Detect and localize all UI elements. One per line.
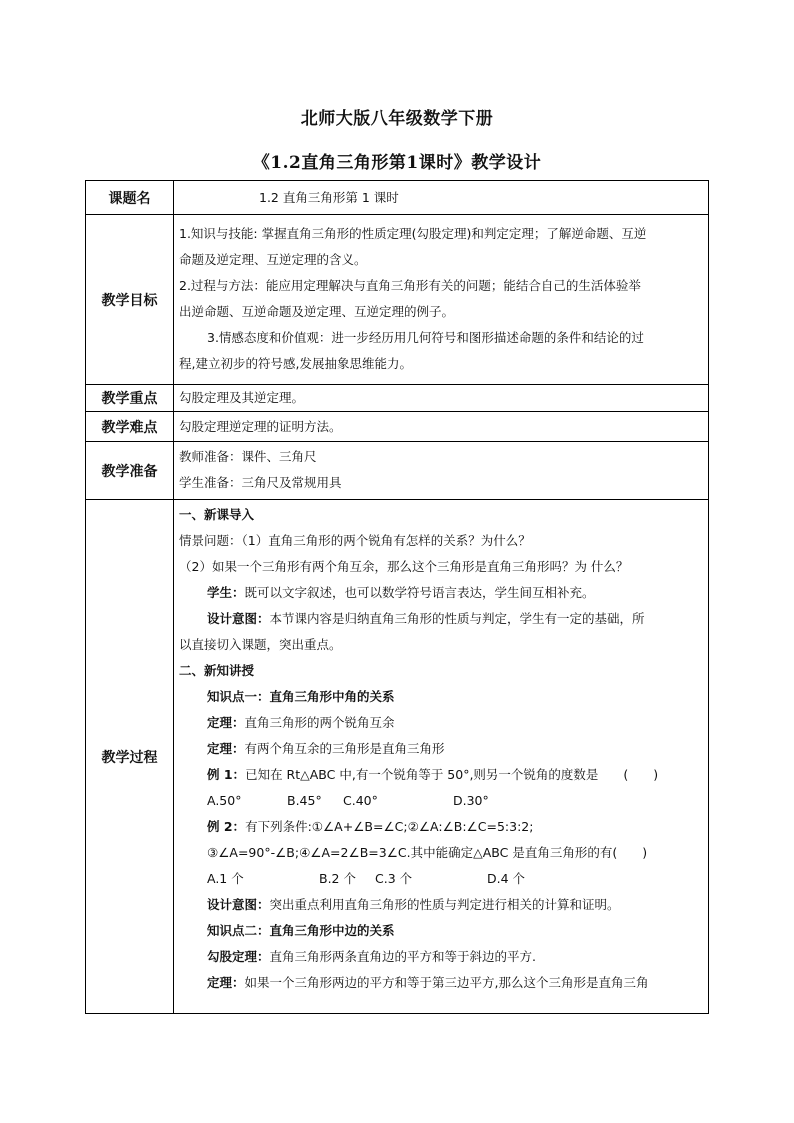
design-intent: 设计意图：突出重点利用直角三角形的性质与判定进行相关的计算和证明。 <box>207 897 620 912</box>
example-2-options: A.1 个 B.2 个 C.3 个 D.4 个 <box>207 871 526 886</box>
teacher-prep: 教师准备：课件、三角尺 <box>179 449 317 464</box>
topic-value: 1.2 直角三角形第 1 课时 <box>259 189 399 205</box>
difficulty-cell <box>174 412 709 442</box>
process-label: 教学过程 <box>86 500 174 1014</box>
table-row <box>86 412 709 442</box>
section-heading: 二、新知讲授 <box>179 663 255 678</box>
prep-label: 教学准备 <box>86 442 174 500</box>
topic-cell <box>174 181 709 215</box>
difficulty-value: 勾股定理逆定理的证明方法。 <box>179 418 342 434</box>
key-cell <box>174 385 709 412</box>
table-row <box>86 215 709 385</box>
table-row <box>86 385 709 412</box>
scenario-question: 情景问题：（1）直角三角形的两个锐角有怎样的关系？为什么？ <box>179 533 531 548</box>
table-row <box>86 181 709 215</box>
theorem: 定理：有两个角互余的三角形是直角三角形 <box>207 741 445 756</box>
example-2: 例 2：有下列条件:①∠A+∠B=∠C;②∠A:∠B:∠C=5:3:2; <box>207 819 534 834</box>
goal-line: 2.过程与方法：能应用定理解决与直角三角形有关的问题；能结合自己的生活体验举 <box>179 278 641 293</box>
theorem: 定理：如果一个三角形两边的平方和等于第三边平方,那么这个三角形是直角三角 <box>207 975 649 990</box>
page-subtitle: 《1.2直角三角形第1课时》教学设计 <box>252 153 542 173</box>
goal-line: 出逆命题、互逆命题及逆定理、互逆定理的例子。 <box>179 304 455 319</box>
goal-line: 3.情感态度和价值观：进一步经历用几何符号和图形描述命题的条件和结论的过 <box>207 330 644 345</box>
process-cell <box>174 500 709 1014</box>
example-1-options: A.50° B.45° C.40° D.30° <box>207 793 489 808</box>
design-intent: 设计意图：本节课内容是归纳直角三角形的性质与判定，学生有一定的基础，所 <box>207 611 645 626</box>
example-1: 例 1：已知在 Rt△ABC 中,有一个锐角等于 50°,则另一个锐角的度数是 ( ) <box>207 767 659 782</box>
goal-line: 1.知识与技能: 掌握直角三角形的性质定理(勾股定理)和判定定理；了解逆命题、互逆 <box>179 226 647 241</box>
prep-cell <box>174 442 709 500</box>
scenario-question: （2）如果一个三角形有两个角互余，那么这个三角形是直角三角形吗？为 什么？ <box>179 559 629 574</box>
theorem: 定理：直角三角形的两个锐角互余 <box>207 715 395 730</box>
section-heading: 一、新课导入 <box>179 507 255 522</box>
student-prep: 学生准备：三角尺及常规用具 <box>179 475 342 490</box>
key-label: 教学重点 <box>86 385 174 412</box>
student-note: 学生：既可以文字叙述，也可以数学符号语言表达，学生间互相补充。 <box>207 585 595 600</box>
topic-label: 课题名 <box>86 181 174 215</box>
goals-cell <box>174 215 709 385</box>
table-row <box>86 500 709 1014</box>
goals-label: 教学目标 <box>86 215 174 385</box>
goal-line: 命题及逆定理、互逆定理的含义。 <box>179 252 367 267</box>
pythagorean-theorem: 勾股定理：直角三角形两条直角边的平方和等于斜边的平方. <box>207 949 536 964</box>
difficulty-label: 教学难点 <box>86 412 174 442</box>
example-2-cont: ③∠A=90°-∠B;④∠A=2∠B=3∠C.其中能确定△ABC 是直角三角形的有( ) <box>207 845 648 860</box>
table-row <box>86 442 709 500</box>
goal-line: 程,建立初步的符号感,发展抽象思维能力。 <box>179 356 412 371</box>
knowledge-point: 知识点一：直角三角形中角的关系 <box>207 689 395 704</box>
page-title: 北师大版八年级数学下册 <box>300 109 494 129</box>
lesson-plan-table <box>85 180 709 1014</box>
design-intent-cont: 以直接切入课题，突出重点。 <box>179 637 342 652</box>
key-value: 勾股定理及其逆定理。 <box>179 390 305 405</box>
knowledge-point: 知识点二：直角三角形中边的关系 <box>207 923 395 938</box>
